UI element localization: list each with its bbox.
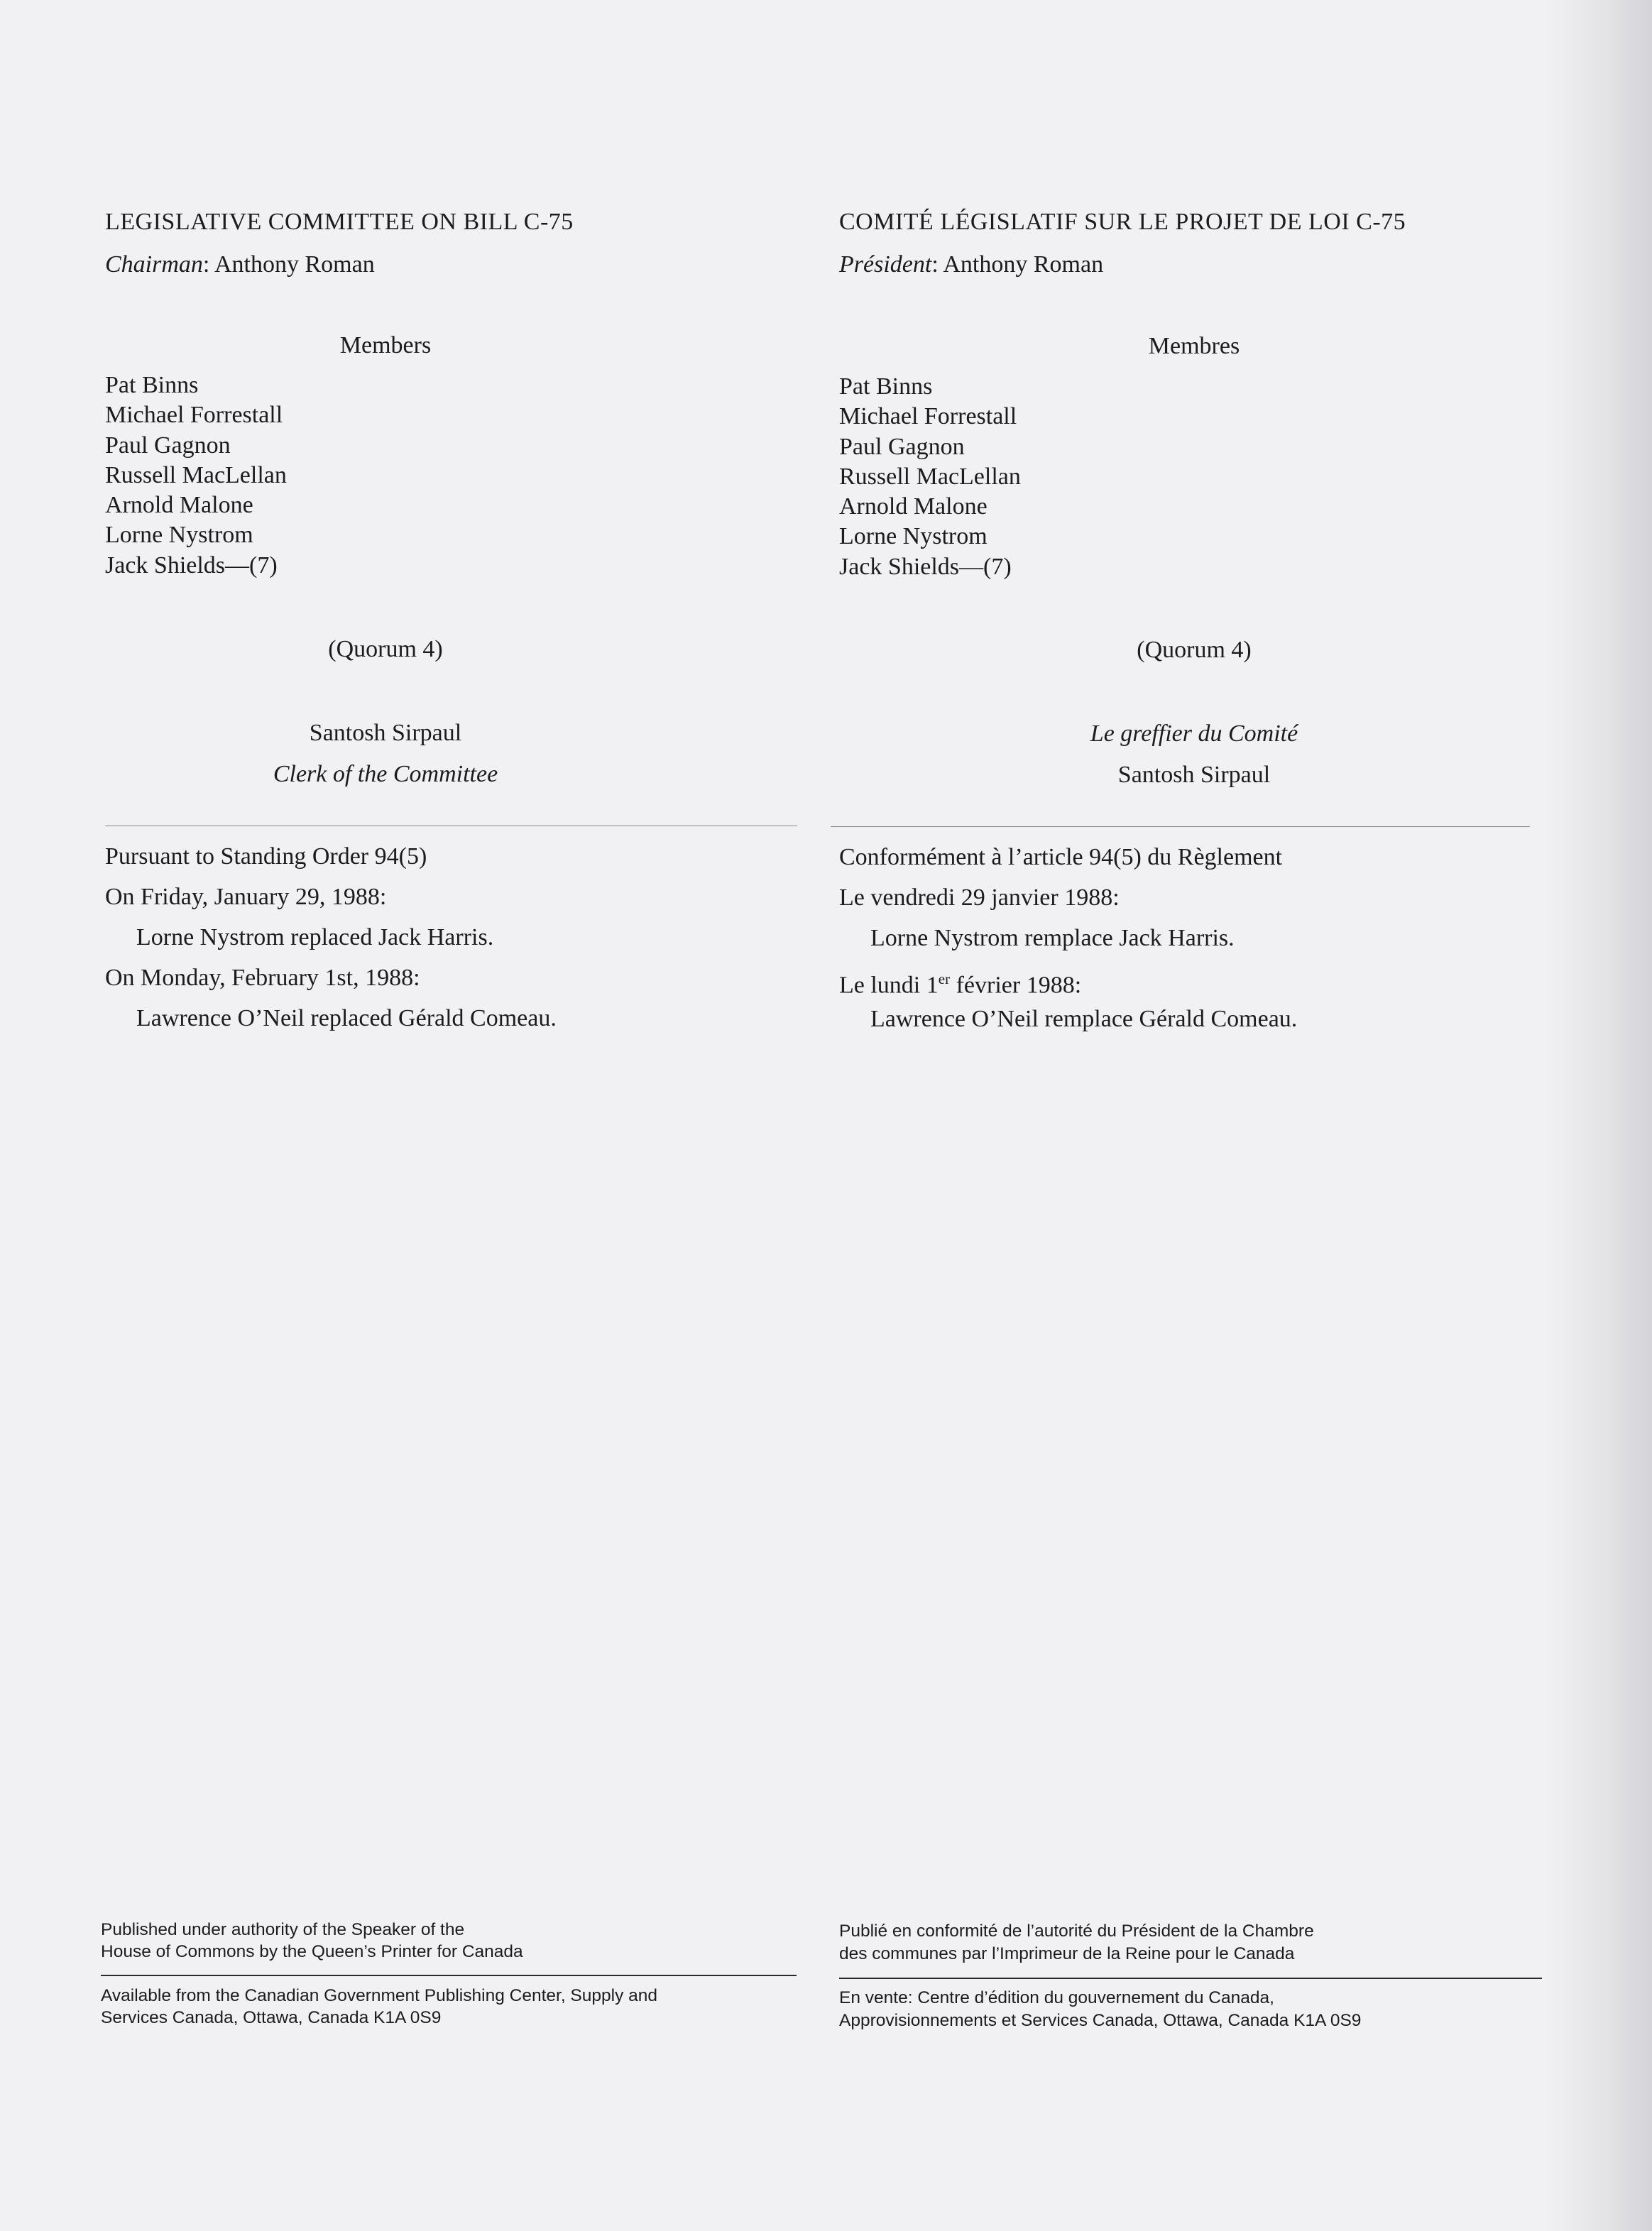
change-text-fr: Lorne Nystrom remplace Jack Harris.	[870, 925, 1235, 951]
change-text-en: Lawrence O’Neil replaced Gérald Comeau.	[136, 1005, 557, 1031]
quorum-fr: (Quorum 4)	[1137, 637, 1252, 663]
member-item: Michael Forrestall	[839, 403, 1017, 430]
change-text-en: Lorne Nystrom replaced Jack Harris.	[136, 924, 494, 950]
clerk-title-fr: Le greffier du Comité	[1090, 720, 1298, 747]
member-item: Russell MacLellan	[839, 463, 1021, 490]
available-notice-line1-en: Available from the Canadian Government Publishing Center, Supply and	[101, 1986, 658, 2005]
change-date-en: On Monday, February 1st, 1988:	[105, 965, 420, 991]
member-item: Paul Gagnon	[105, 432, 231, 459]
committee-title-en: LEGISLATIVE COMMITTEE ON BILL C-75	[105, 209, 574, 235]
quorum-en: (Quorum 4)	[328, 636, 443, 662]
change-date-fr: Le vendredi 29 janvier 1988:	[839, 884, 1120, 911]
member-item: Jack Shields—(7)	[105, 552, 278, 579]
footer-divider	[839, 1978, 1542, 1979]
available-notice-line1-fr: En vente: Centre d’édition du gouvernement du Canada,	[839, 1988, 1274, 2007]
member-item: Michael Forrestall	[105, 402, 283, 429]
member-item: Lorne Nystrom	[105, 522, 253, 549]
divider	[831, 826, 1530, 827]
member-item: Paul Gagnon	[839, 433, 965, 460]
member-item: Russell MacLellan	[105, 461, 287, 488]
members-list-fr	[839, 372, 1021, 582]
president-label: Président	[839, 251, 932, 278]
member-item: Arnold Malone	[105, 492, 253, 519]
published-notice-line2-en: House of Commons by the Queen’s Printer for Canada	[101, 1942, 523, 1961]
ordinal-suffix: er	[938, 970, 951, 987]
president-name: : Anthony Roman	[931, 251, 1104, 278]
footer-divider	[101, 1975, 797, 1976]
published-notice-line2-fr: des communes par l’Imprimeur de la Reine pour le Canada	[839, 1944, 1295, 1963]
change-date-suffix: février 1988:	[950, 972, 1082, 999]
chairman-line	[105, 250, 375, 280]
clerk-name-en: Santosh Sirpaul	[309, 720, 462, 746]
standing-order-fr: Conformément à l’article 94(5) du Règlement	[839, 844, 1283, 870]
available-notice-line2-en: Services Canada, Ottawa, Canada K1A 0S9	[101, 2008, 442, 2027]
clerk-name-fr: Santosh Sirpaul	[1117, 762, 1271, 788]
members-heading-fr: Membres	[1148, 333, 1240, 359]
change-date-fr	[839, 964, 1081, 1000]
member-item: Jack Shields—(7)	[839, 553, 1012, 580]
member-item: Pat Binns	[105, 372, 199, 398]
available-notice-line2-fr: Approvisionnements et Services Canada, Ottawa, Canada K1A 0S9	[839, 2011, 1362, 2030]
chairman-label: Chairman	[105, 251, 203, 278]
clerk-title-en: Clerk of the Committee	[273, 761, 498, 787]
member-item: Lorne Nystrom	[839, 523, 988, 550]
standing-order-en: Pursuant to Standing Order 94(5)	[105, 843, 427, 870]
published-notice-line1-fr: Publié en conformité de l’autorité du Président de la Chambre	[839, 1922, 1314, 1941]
committee-title-fr: COMITÉ LÉGISLATIF SUR LE PROJET DE LOI C-75	[839, 209, 1406, 235]
change-date-prefix: Le lundi 1	[839, 972, 939, 999]
members-list-en	[105, 371, 287, 581]
members-heading-en: Members	[339, 332, 432, 358]
page-edge-shadow	[1546, 0, 1652, 2231]
member-item: Pat Binns	[839, 373, 933, 400]
member-item: Arnold Malone	[839, 493, 988, 520]
chairman-name: : Anthony Roman	[202, 251, 375, 278]
president-line	[839, 250, 1103, 280]
published-notice-line1-en: Published under authority of the Speaker of the	[101, 1920, 465, 1939]
change-date-en: On Friday, January 29, 1988:	[105, 884, 387, 910]
change-text-fr: Lawrence O’Neil remplace Gérald Comeau.	[870, 1006, 1298, 1032]
